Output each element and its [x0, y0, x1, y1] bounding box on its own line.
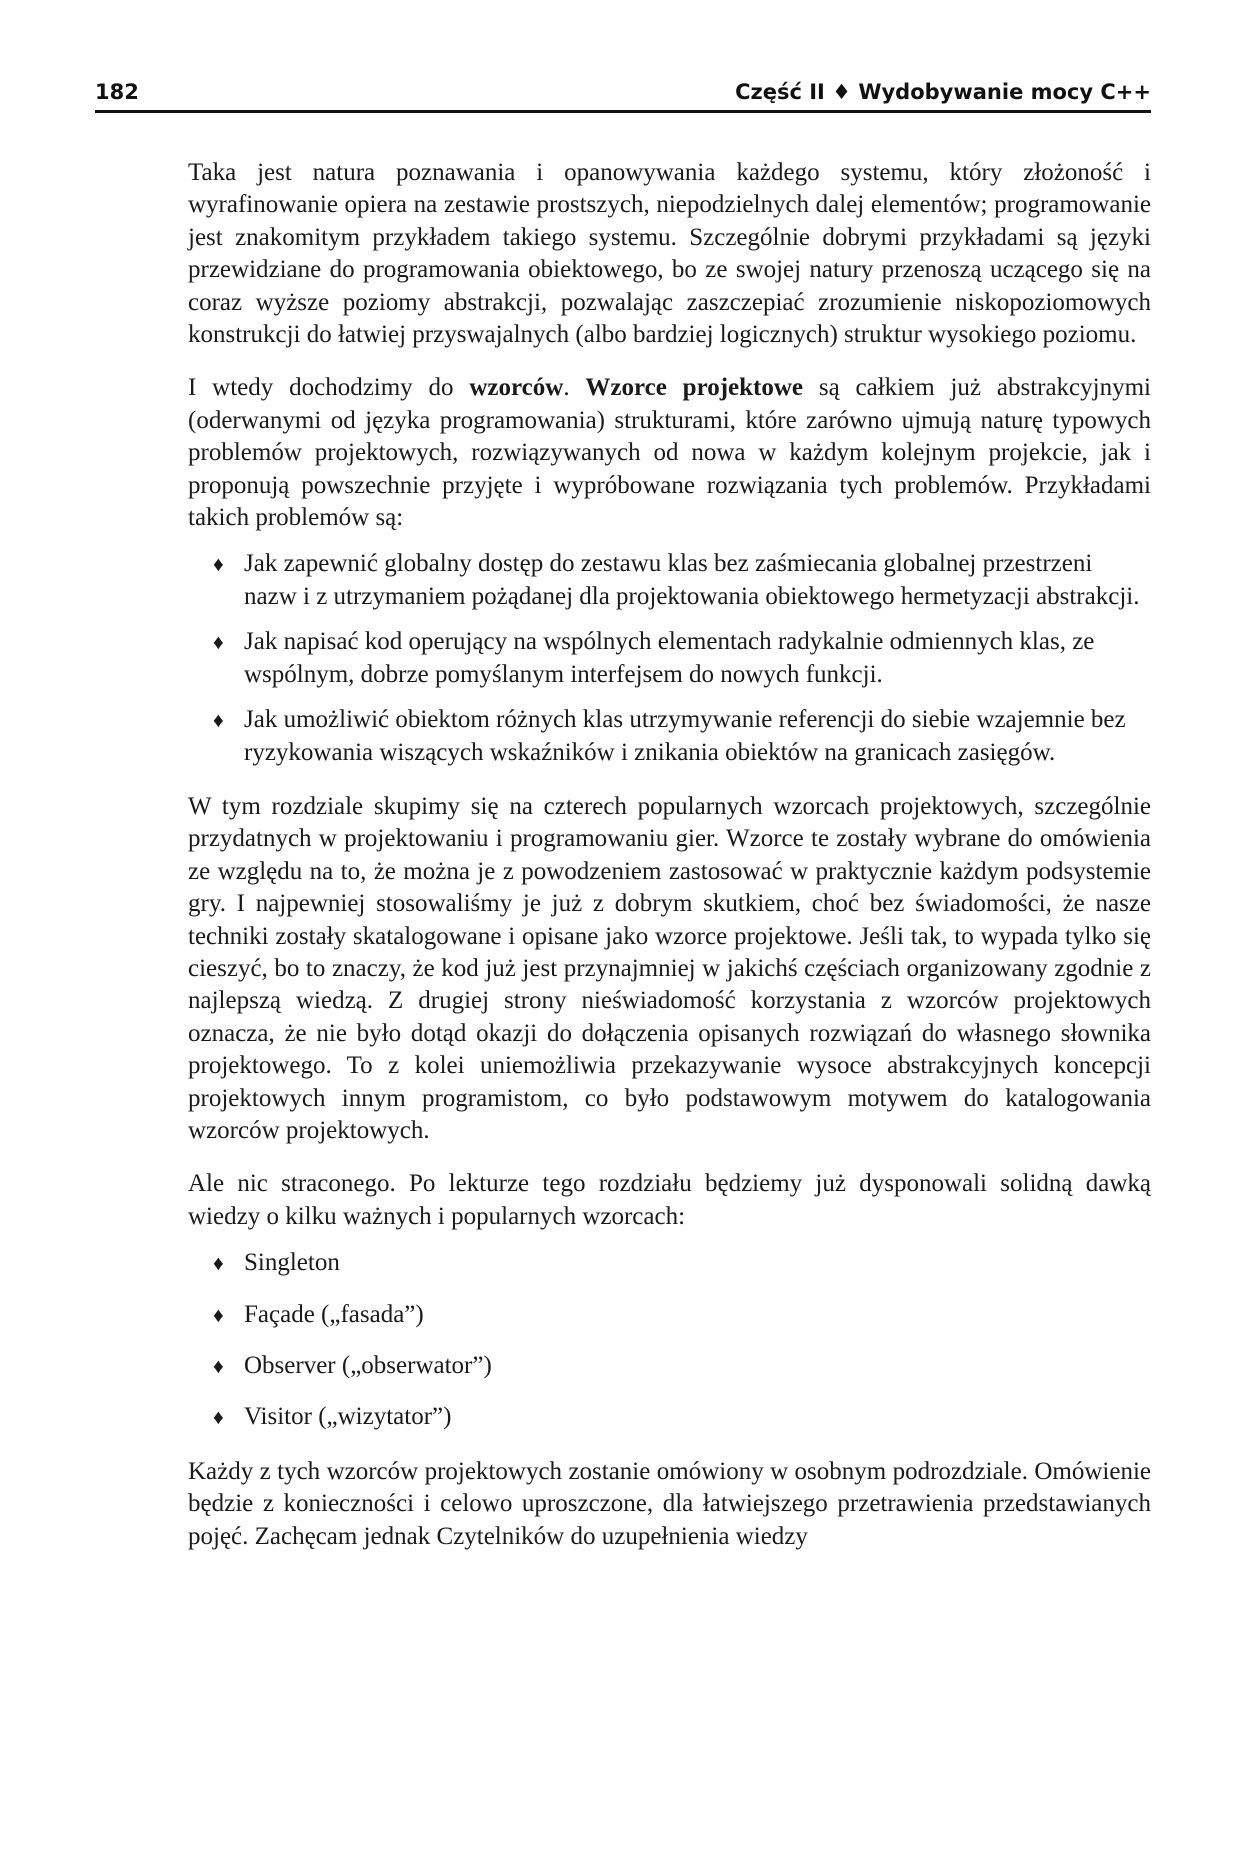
- list-item: [188, 548, 1151, 613]
- paragraph: Taka jest natura poznawania i opanowywania każdego systemu, który złożoność i wyrafinowanie opiera na zestawie prostszych, niepodzielnych dalej elementów; programowanie jest znakomitym przykładem takiego systemu. Szczególnie dobrymi przykładami są języki przewidziane do programowania obiektowego, bo ze swojej natury przenoszą uczącego się na coraz wyższe poziomy abstrakcji, pozwalając zaszczepiać zrozumienie niskopoziomowych konstrukcji do łatwiej przyswajalnych (albo bardziej logicznych) struktur wysokiego poziomu.: [188, 159, 1151, 349]
- diamond-bullet-icon: ♦: [213, 630, 224, 655]
- paragraph: Każdy z tych wzorców projektowych zostanie omówiony w osobnym podrozdziale. Omówienie będzie z konieczności i celowo uproszczone, dla łatwiejszego przetrawienia przedstawianych pojęć. Zachęcam jednak Czytelników do uzupełnienia wiedzy: [188, 1457, 1151, 1550]
- diamond-bullet-icon: ♦: [213, 1302, 224, 1327]
- list-item: [188, 1247, 1151, 1279]
- list-item-text: Jak napisać kod operujący na wspólnych elementach radykalnie odmiennych klas, ze wspólnym, dobrze pomyślanym interfejsem do nowych funkcji.: [244, 628, 1095, 688]
- list-item: [188, 704, 1151, 769]
- list-item-text: Jak umożliwić obiektom różnych klas utrzymywanie referencji do siebie wzajemnie bez ryzykowania wiszących wskaźników i znikania obiektów na granicach zasięgów.: [244, 706, 1126, 766]
- diamond-bullet-icon: ♦: [213, 552, 224, 577]
- list-item: [188, 1350, 1151, 1382]
- diamond-bullet-icon: ♦: [213, 1405, 224, 1430]
- text-run: .: [563, 374, 586, 402]
- paragraph: [188, 372, 1151, 534]
- text-run: I wtedy dochodzimy do: [188, 374, 470, 402]
- list-item: [188, 626, 1151, 691]
- diamond-bullet-icon: ♦: [213, 1251, 224, 1276]
- list-item-text: Façade („fasada”): [244, 1300, 424, 1328]
- body-text: [188, 157, 1151, 1574]
- bold-term: wzorców: [469, 374, 564, 402]
- paragraph: Ale nic straconego. Po lekturze tego rozdziału będziemy już dysponowali solidną dawką wiedzy o kilku ważnych i popularnych wzorcach:: [188, 1170, 1151, 1230]
- paragraph: W tym rozdziale skupimy się na czterech popularnych wzorcach projektowych, szczególnie przydatnych w projektowaniu i programowaniu gier. Wzorce te zostały wybrane do omówienia ze względu na to, że można je z powodzeniem zastosować w praktycznie każdym podsystemie gry. I najpewniej stosowaliśmy je już z dobrym skutkiem, choć bez świadomości, że nasze techniki zostały skatalogowane i opisane jako wzorce projektowe. Jeśli tak, to wypada tylko się cieszyć, bo to znaczy, że kod już jest przynajmniej w jakichś częściach organizowany zgodnie z najlepszą wiedzą. Z drugiej strony nieświadomość korzystania z wzorców projektowych oznacza, że nie było dotąd okazji do dołączenia opisanych rozwiązań do własnego słownika projektowego. To z kolei uniemożliwia przekazywanie wysoce abstrakcyjnych koncepcji projektowych innym programistom, co było podstawowym motywem do katalogowania wzorców projektowych.: [188, 792, 1151, 1144]
- problem-list: [188, 548, 1151, 768]
- bold-term: Wzorce projektowe: [585, 374, 804, 402]
- text-run: są całkiem już abstrakcyjnymi (oderwanymi od języka programowania) strukturami, które zarówno ujmują naturę typowych problemów projektowych, rozwiązywanych od nowa w każdym kolejnym projekcie, jak i proponują powszechnie przyjęte i wypróbowane rozwiązania tych problemów. Przykładami takich problemów są:: [188, 374, 1151, 532]
- pattern-list: [188, 1247, 1151, 1434]
- list-item-text: Visitor („wizytator”): [244, 1403, 452, 1431]
- page-number: 182: [95, 80, 139, 104]
- diamond-bullet-icon: ♦: [213, 708, 224, 733]
- list-item-text: Jak zapewnić globalny dostęp do zestawu klas bez zaśmiecania globalnej przestrzeni nazw i z utrzymaniem pożądanej dla projektowania obiektowego hermetyzacji abstrakcji.: [244, 550, 1140, 610]
- list-item: [188, 1401, 1151, 1433]
- list-item-text: Observer („obserwator”): [244, 1352, 492, 1379]
- list-item-text: Singleton: [244, 1249, 340, 1277]
- diamond-bullet-icon: ♦: [213, 1354, 224, 1378]
- running-head: [95, 80, 1151, 113]
- list-item: [188, 1299, 1151, 1331]
- section-title: Część II ♦ Wydobywanie mocy C++: [735, 80, 1151, 104]
